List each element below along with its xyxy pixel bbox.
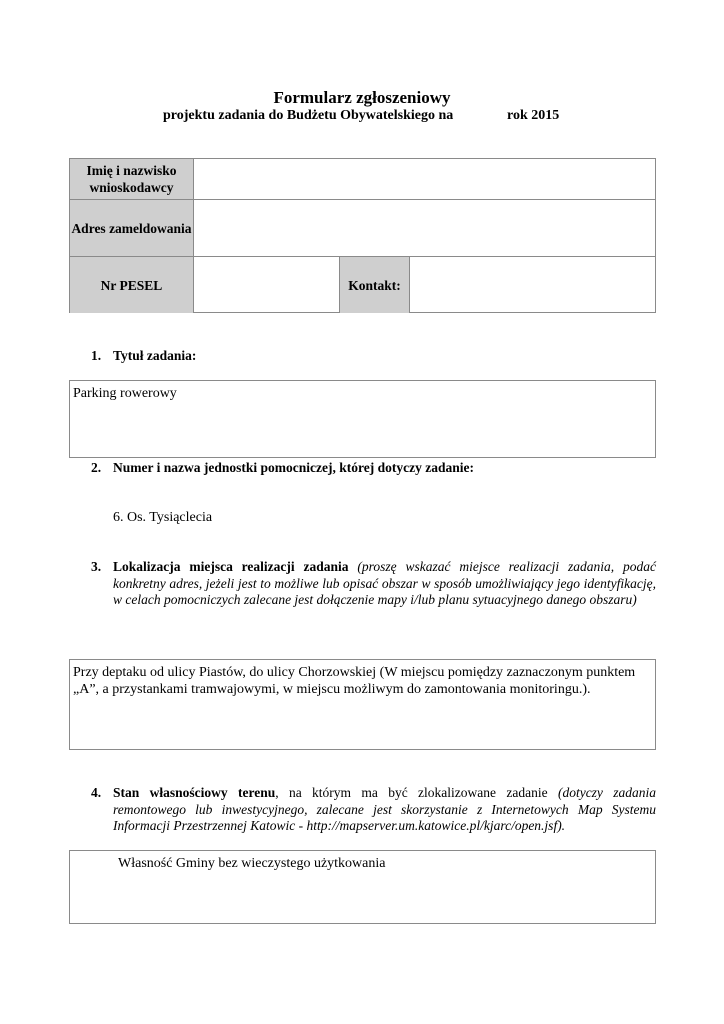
table-divider [193,159,194,312]
table-divider [70,256,655,257]
task-title-value: Parking rowerowy [73,386,177,401]
form-subtitle: projektu zadania do Budżetu Obywatelskiego na [163,108,454,123]
address-label: Adres zameldowania [70,200,193,256]
section-1-number: 1. [91,348,102,363]
table-divider [70,199,655,200]
ownership-value: Własność Gminy bez wieczystego użytkowania [118,856,386,871]
pesel-field[interactable] [194,257,339,313]
form-year: rok 2015 [507,108,560,123]
task-title-box[interactable] [69,380,656,458]
name-field[interactable] [194,159,656,199]
section-4-heading-plain: , na którym ma być zlokalizowane zadanie [275,785,548,800]
section-3-number: 3. [91,559,102,574]
location-value: Przy deptaku od ulicy Piastów, do ulicy Chorzowskiej (W miejscu pomiędzy zaznaczonym punktem „A”, a przystankami tramwajowymi, w miejscu możliwym do zamontowania monitoringu.). [73,665,636,697]
applicant-table [69,158,656,313]
section-4-heading-italic: (dotyczy zadania remontowego lub inwestycyjnego, zalecane jest skorzystanie z Internetowych Map Systemu Informacji Przestrzennej Katowic - http://mapserver.um.katowice.pl/kjarc/open.jsf). [113,785,657,833]
section-3-heading [113,559,656,609]
section-1-heading: Tytuł zadania: [113,348,197,363]
contact-label: Kontakt: [340,257,409,313]
table-divider [339,256,340,312]
name-label: Imię i nazwisko wnioskodawcy [70,159,193,199]
section-4-heading-bold: Stan własnościowy terenu [113,785,276,800]
table-divider [409,256,410,312]
section-2-number: 2. [91,460,102,475]
section-4-number: 4. [91,785,102,800]
section-3-heading-italic: (proszę wskazać miejsce realizacji zadania, podać konkretny adres, jeżeli jest to możliwe lub opisać obszar w sposób umożliwiający jego identyfikację, w celach pomocniczych zalecane jest dołączenie mapy i/lub planu sytuacyjnego danego obszaru) [113,559,656,607]
section-3-heading-bold: Lokalizacja miejsca realizacji zadania [113,559,349,574]
section-4-heading [113,785,656,835]
location-box[interactable] [69,659,656,750]
ownership-box[interactable] [69,850,656,924]
section-2-heading: Numer i nazwa jednostki pomocniczej, której dotyczy zadanie: [113,460,474,475]
contact-field[interactable] [410,257,656,313]
pesel-label: Nr PESEL [70,257,193,313]
section-2-answer: 6. Os. Tysiąclecia [113,510,213,525]
form-title: Formularz zgłoszeniowy [273,88,451,107]
address-field[interactable] [194,200,656,256]
